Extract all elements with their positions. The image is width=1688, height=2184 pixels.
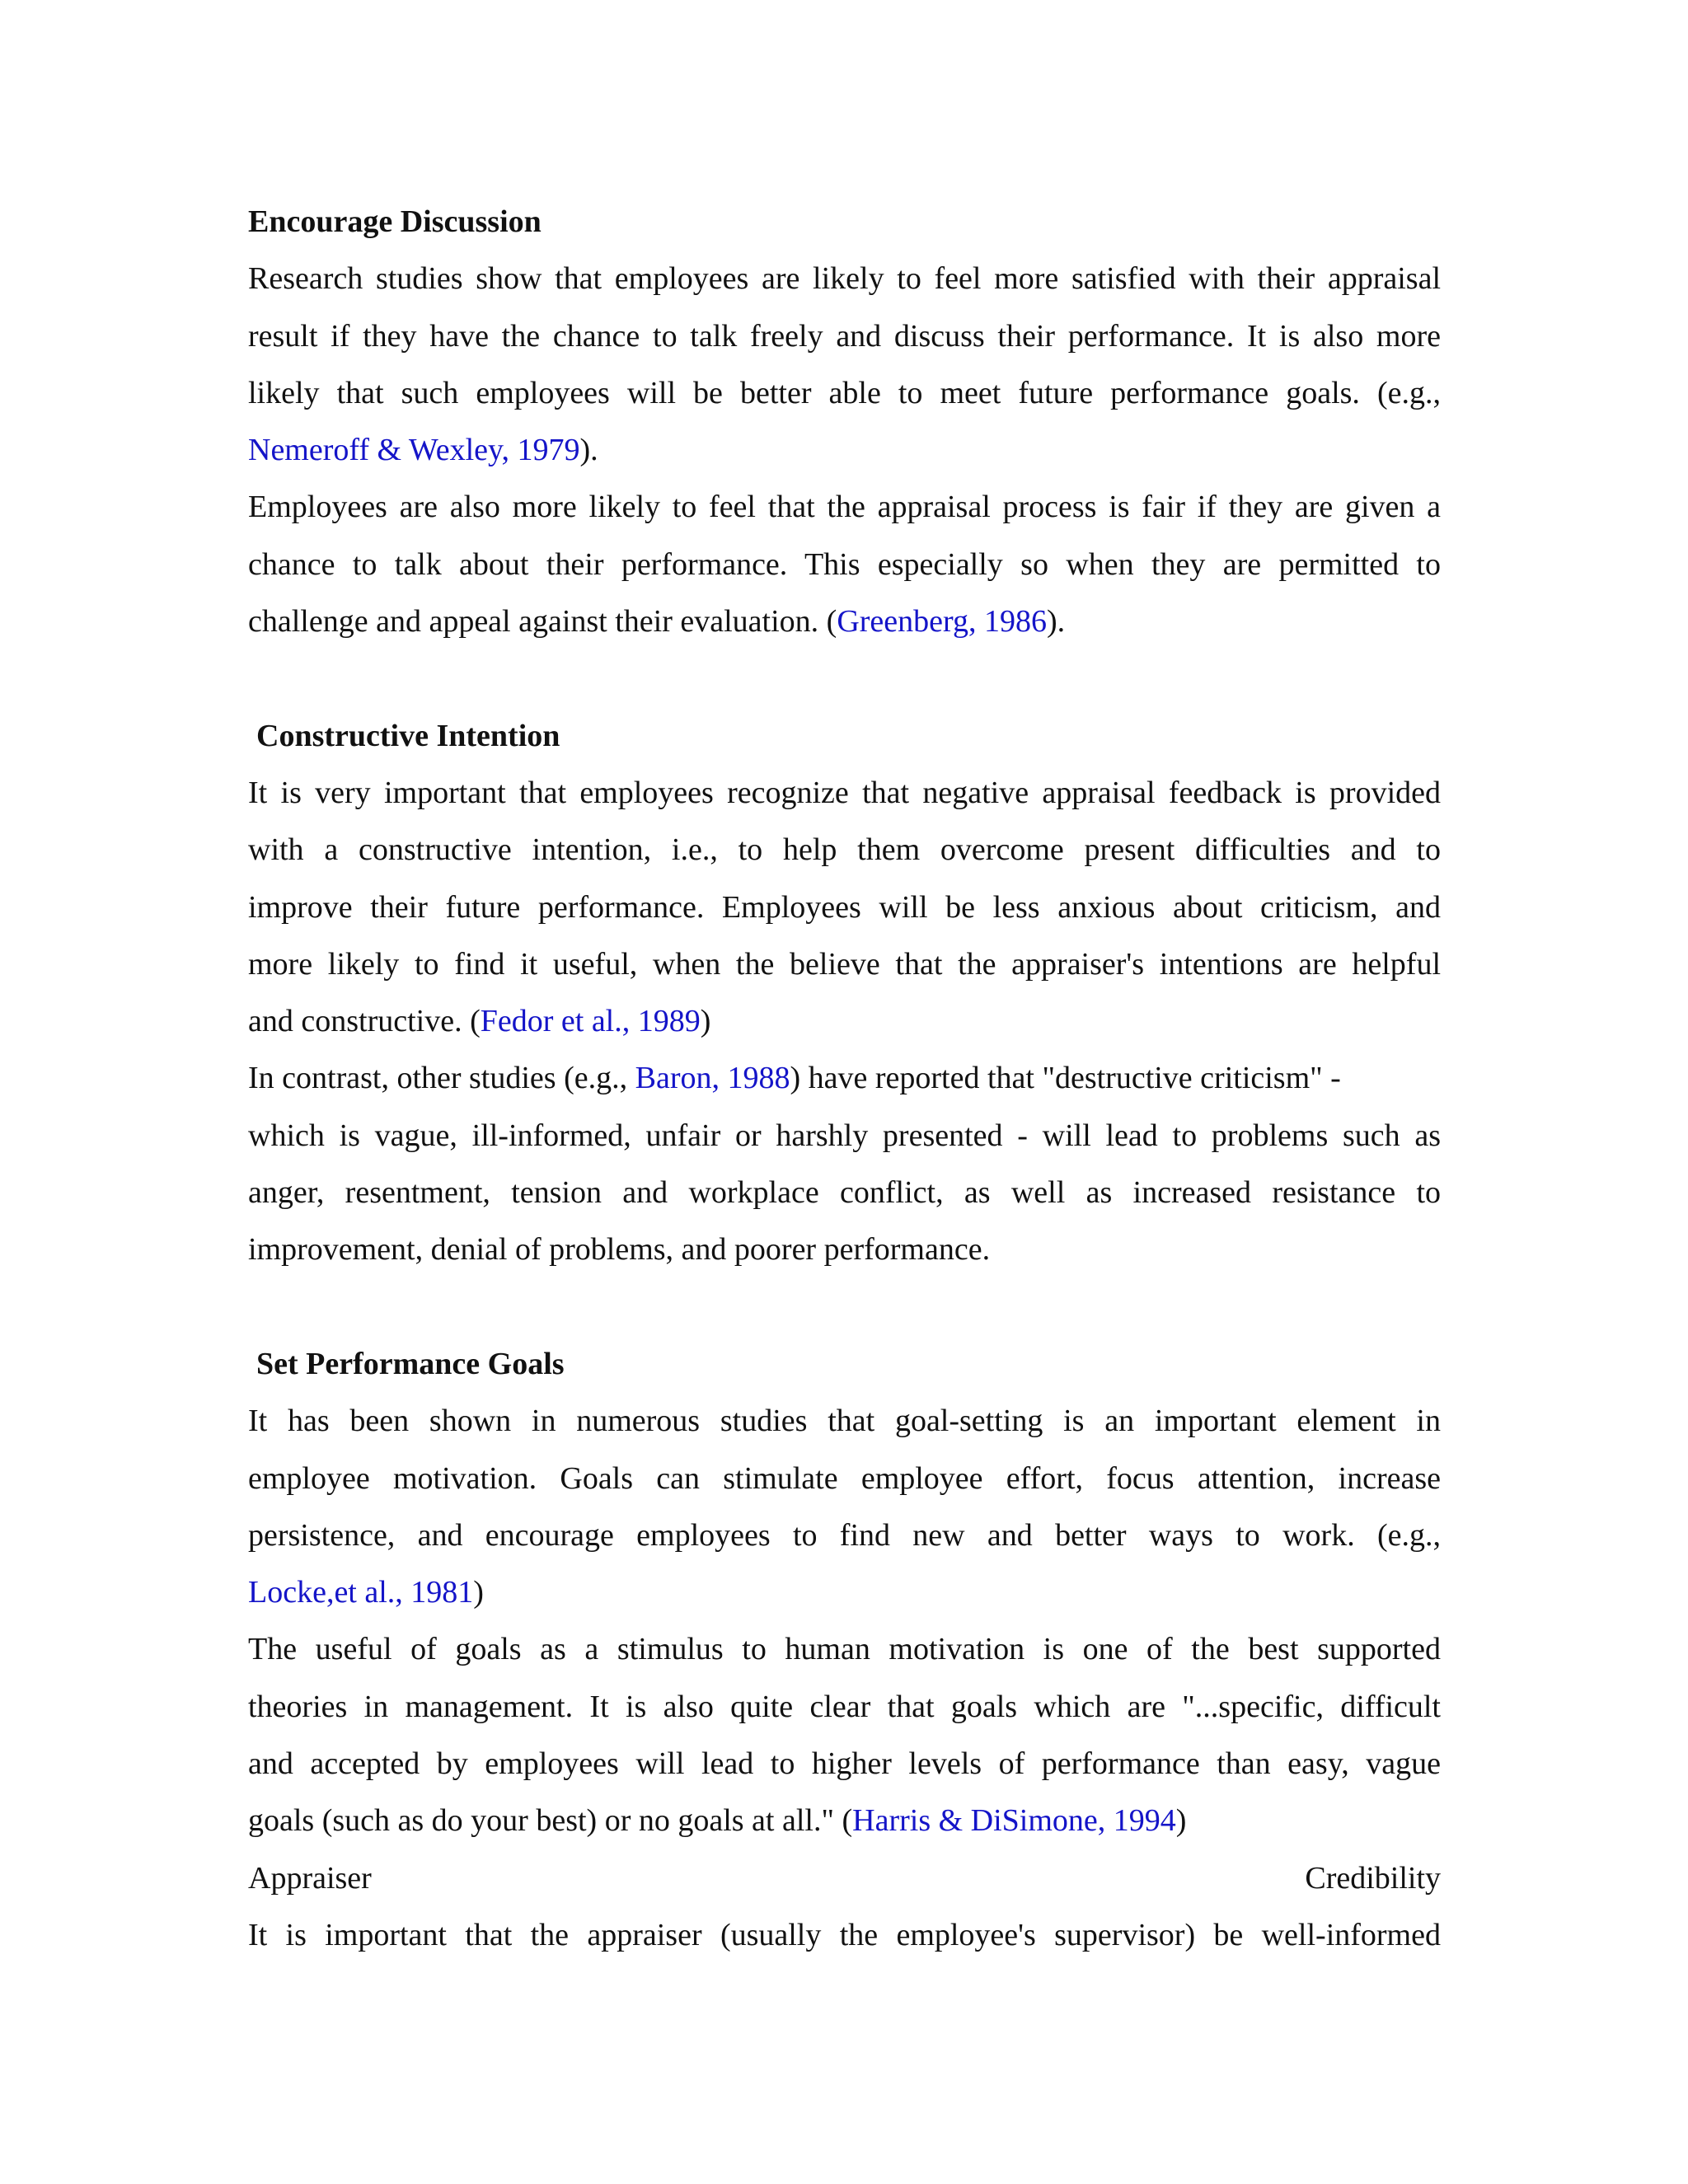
- heading-appraiser-credibility: [248, 1850, 1441, 1907]
- text-line: persistence, and encourage employees to find new and better ways to work. (e.g.,: [248, 1517, 1441, 1553]
- text-line: [248, 422, 1441, 479]
- text-fragment: ): [473, 1575, 484, 1610]
- text-fragment: ).: [1046, 604, 1066, 640]
- text-line: which is vague, ill-informed, unfair or harshly presented - will lead to problems such as: [248, 1118, 1441, 1153]
- heading-set-performance-goals: Set Performance Goals: [256, 1346, 565, 1381]
- text-fragment: and constructive. (: [248, 1004, 481, 1039]
- text-fragment: ).: [579, 433, 598, 468]
- heading-left: Appraiser: [248, 1860, 372, 1896]
- text-fragment: In contrast, other studies (e.g.,: [248, 1061, 635, 1096]
- text-line: more likely to find it useful, when the believe that the appraiser's intentions are helpful: [248, 946, 1441, 982]
- text-line: improvement, denial of problems, and poorer performance.: [248, 1232, 991, 1268]
- paragraph-spacer: [248, 1279, 1441, 1336]
- text-line: result if they have the chance to talk freely and discuss their performance. It is also more: [248, 318, 1441, 354]
- citation-link[interactable]: Greenberg, 1986: [837, 604, 1047, 640]
- citation-link[interactable]: Baron, 1988: [635, 1061, 790, 1096]
- text-line: [248, 1050, 1441, 1107]
- text-line: anger, resentment, tension and workplace conflict, as well as increased resistance to: [248, 1175, 1441, 1211]
- heading-constructive-intention: Constructive Intention: [256, 718, 560, 753]
- text-line: improve their future performance. Employees will be less anxious about criticism, and: [248, 889, 1441, 925]
- text-line: It is important that the appraiser (usually the employee's supervisor) be well-informed: [248, 1917, 1441, 1952]
- text-line: The useful of goals as a stimulus to human motivation is one of the best supported: [248, 1632, 1441, 1667]
- text-fragment: ): [1175, 1803, 1187, 1839]
- heading-right: Credibility: [1305, 1860, 1441, 1896]
- citation-link[interactable]: Harris & DiSimone, 1994: [852, 1803, 1176, 1839]
- text-line: [248, 1564, 1441, 1621]
- paragraph-spacer: [248, 650, 1441, 707]
- text-line: Research studies show that employees are likely to feel more satisfied with their appraisal: [248, 261, 1441, 297]
- heading-encourage-discussion: Encourage Discussion: [248, 204, 542, 239]
- text-fragment: challenge and appeal against their evaluation. (: [248, 604, 837, 640]
- text-line: chance to talk about their performance. This especially so when they are permitted to: [248, 546, 1441, 582]
- citation-link[interactable]: Fedor et al., 1989: [480, 1004, 701, 1039]
- text-fragment: ): [700, 1004, 711, 1039]
- text-line: It is very important that employees recognize that negative appraisal feedback is provided: [248, 775, 1441, 810]
- text-line: Employees are also more likely to feel that the appraisal process is fair if they are given a: [248, 490, 1441, 525]
- text-line: likely that such employees will be better able to meet future performance goals. (e.g.,: [248, 375, 1441, 410]
- text-fragment: goals (such as do your best) or no goals at all." (: [248, 1803, 853, 1839]
- text-fragment: ) have reported that "destructive criticism" -: [790, 1061, 1341, 1096]
- text-line: [248, 1793, 1441, 1849]
- text-line: [248, 593, 1441, 650]
- text-line: theories in management. It is also quite clear that goals which are "...specific, difficult: [248, 1689, 1441, 1724]
- text-line: It has been shown in numerous studies that goal-setting is an important element in: [248, 1404, 1441, 1439]
- document-body: [248, 194, 1441, 1964]
- citation-link[interactable]: Nemeroff & Wexley, 1979: [248, 433, 580, 468]
- text-line: [248, 993, 1441, 1050]
- text-line: with a constructive intention, i.e., to help them overcome present difficulties and to: [248, 832, 1441, 868]
- text-line: and accepted by employees will lead to higher levels of performance than easy, vague: [248, 1746, 1441, 1782]
- text-line: employee motivation. Goals can stimulate employee effort, focus attention, increase: [248, 1460, 1441, 1496]
- citation-link[interactable]: Locke,et al., 1981: [248, 1575, 474, 1610]
